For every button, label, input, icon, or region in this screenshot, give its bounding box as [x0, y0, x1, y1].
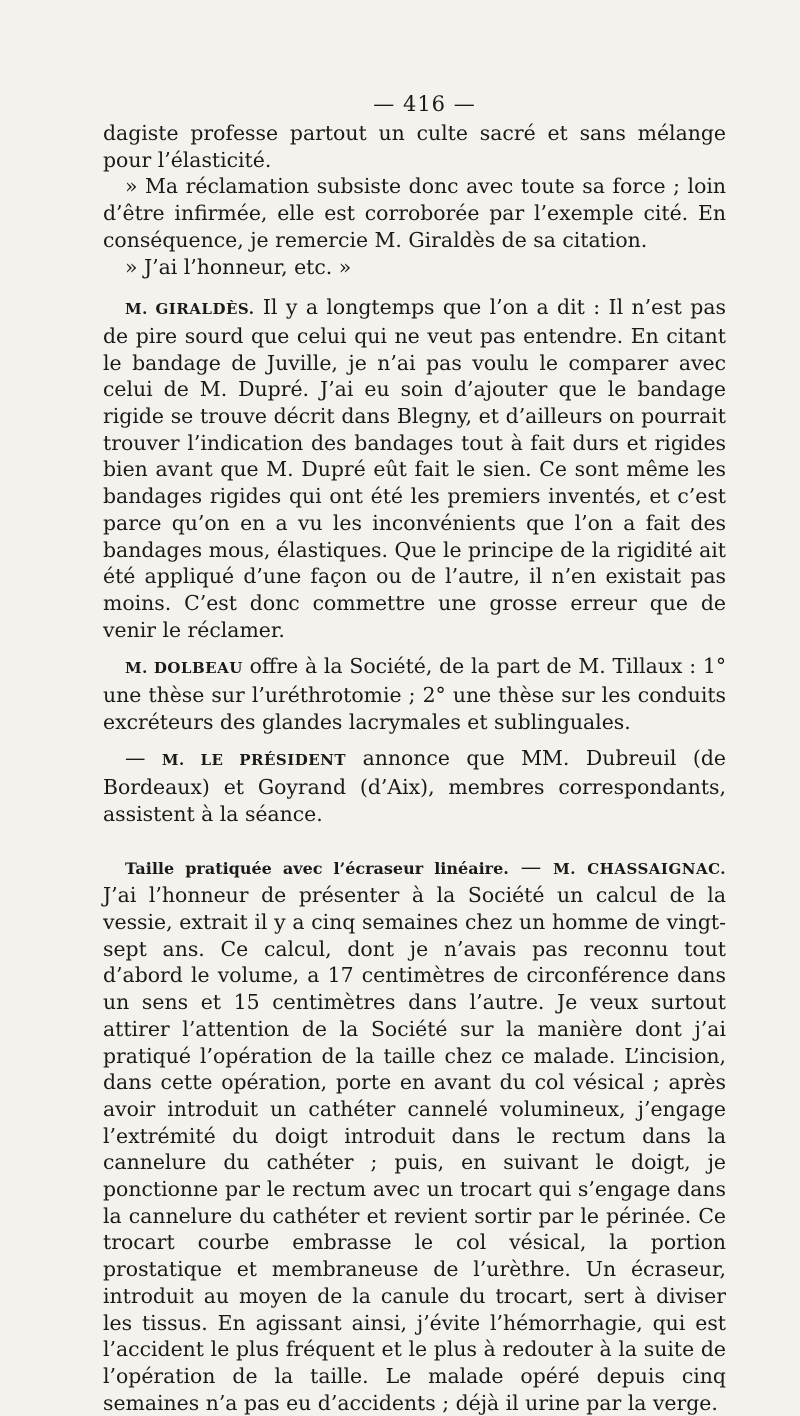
- section-heading: Taille pratiquée avec l’écraseur linéaire.: [125, 858, 509, 878]
- paragraph-text: » Ma réclamation subsiste donc avec toute sa force ; loin d’être infirmée, elle est corroborée par l’exemple cité. En conséquence, je remercie M. Giraldès de sa citation.: [103, 174, 726, 252]
- paragraph-president: [103, 745, 726, 827]
- paragraph-dolbeau: [103, 653, 726, 735]
- paragraph-text: » J’ai l’honneur, etc. »: [125, 254, 352, 279]
- paragraph-closing: [103, 254, 726, 281]
- paragraph-reclamation: [103, 173, 726, 253]
- paragraph-text: annonce que MM. Dubreuil (de Bordeaux) et Goyrand (d’Aix), membres correspondants, assistent à la séance.: [103, 746, 727, 826]
- speaker-name: M. CHASSAIGNAC.: [553, 859, 727, 878]
- paragraph-text: J’ai l’honneur de présenter à la Société un calcul de la vessie, extrait il y a cinq semaines chez un homme de vingt-sept ans. Ce calcul, dont je n’avais pas reconnu tout d’abord le volume, a 17 centimètres de circonférence dans un sens et 15 centimètres dans l’autre. Je veux surtout attirer l’attention de la Société sur la manière dont j’ai pratiqué l’opération de la taille chez ce malade. L’incision, dans cette opération, porte en avant du col vésical ; après avoir introduit un cathéter cannelé volumineux, j’engage l’extrémité du doigt introduit dans le rectum dans la cannelure du cathéter ; puis, en suivant le doigt, je ponctionne par le rectum avec un trocart qui s’engage dans la cannelure du cathéter et revient sortir par le périnée. Ce trocart courbe embrasse le col vésical, la portion prostatique et membraneuse de l’urèthre. Un écraseur, introduit au moyen de la canule du trocart, sert à diviser les tissus. En agissant ainsi, j’évite l’hémorrhagie, qui est l’accident le plus fréquent et le plus à redouter à la suite de l’opération de la taille. Le malade opéré depuis cinq semaines n’a pas eu d’accidents ; déjà il urine par la verge.: [103, 883, 726, 1415]
- speaker-name: M. GIRALDÈS.: [125, 300, 255, 319]
- speaker-name: M. LE PRÉSIDENT: [161, 751, 347, 770]
- paragraph-continuation: [103, 120, 726, 173]
- page-number: — 416 —: [373, 92, 476, 116]
- paragraph-text: offre à la Société, de la part de M. Tillaux : 1° une thèse sur l’uréthrotomie ; 2° une thèse sur les conduits excréteurs des glandes lacrymales et sublinguales.: [103, 654, 727, 734]
- speaker-name: M. DOLBEAU: [125, 659, 243, 678]
- paragraph-giraldes: [103, 294, 726, 643]
- dash: —: [508, 854, 554, 879]
- dash: —: [125, 746, 162, 771]
- section-chassaignac: [103, 854, 726, 1416]
- paragraph-text: dagiste professe partout un culte sacré et sans mélange pour l’élasticité.: [103, 121, 726, 172]
- paragraph-text: Il y a longtemps que l’on a dit : Il n’est pas de pire sourd que celui qui ne veut pas entendre. En citant le bandage de Juville, je n’ai pas voulu le comparer avec celui de M. Dupré. J’ai eu soin d’ajouter que le bandage rigide se trouve décrit dans Blegny, et d’ailleurs on pourrait trouver l’indication des bandages tout à fait durs et rigides bien avant que M. Dupré eût fait le sien. Ce sont même les bandages rigides qui ont été les premiers inventés, et c’est parce qu’on en a vu les inconvénients que l’on a fait des bandages mous, élastiques. Que le principe de la rigidité ait été appliqué d’une façon ou de l’autre, il n’en existait pas moins. C’est donc commettre une grosse erreur que de venir le réclamer.: [103, 295, 726, 642]
